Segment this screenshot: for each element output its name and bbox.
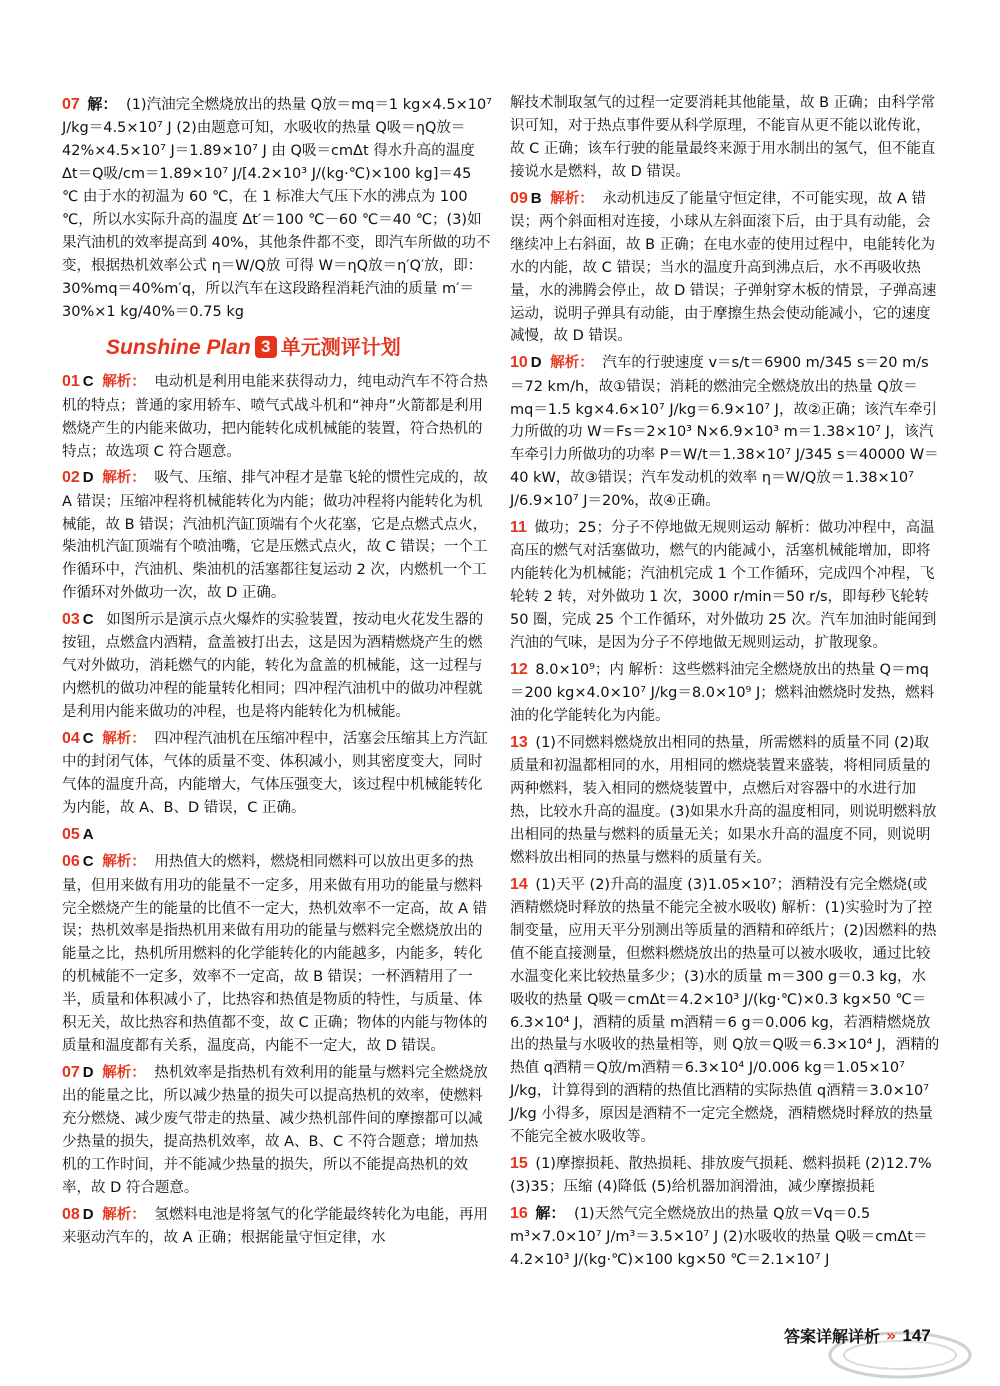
analysis-text: 用热值大的燃料，燃烧相同燃料可以放出更多的热量，但用来做有用功的能量不一定多，用来做有用功的能量与燃料完全燃烧产生的能量的比值不一定大，热机效率不一定高，故 A 错误；热机效率是指热机用来做有用功的能量与燃料完全燃烧放出的能量之比，热机所用燃料的化学能转化的内能越多，内能多，转化的机械能不一定多，效率不一定高，故 B 错误；一杯酒精用了一半，质量和体积减小了，比热容和热值是物质的特性，与质量、体积无关，故比热容和热值都不变，故 C 正确；物体的内能与物体的质量和温度都有关系，温度高，内能不一定大，故 D 错误。	[62, 854, 488, 1054]
analysis-tag: 解析：	[550, 355, 594, 372]
question-answer: D	[82, 469, 94, 487]
answer-text: (1)天平 (2)升高的温度 (3)1.05×10⁷；酒精没有完全燃烧(或酒精燃烧时释放的热量不能完全被水吸收) 解析：(1)实验时为了控制变量，应用天平分别测出等质量的酒精和碎纸片；(2)因燃料的热值不能直接测量，但燃料燃烧放出的热量可以被水吸收，通过比较水温变化来比较热量多少；(3)水的质量 m＝300 g＝0.3 kg，水吸收的热量 Q吸＝cmΔt＝4.2×10³ J/(kg·℃)×0.3 kg×50 ℃＝6.3×10⁴ J，酒精的质量 m酒精＝6 g＝0.006 kg，若酒精燃烧放出的热量与水吸收的热量相等，则 Q放＝Q吸＝6.3×10⁴ J，酒精的热值 q酒精＝Q放/m酒精＝6.3×10⁴ J/0.006 kg＝1.05×10⁷ J/kg，计算得到的酒精的热值比酒精的实际热值 q酒精＝3.0×10⁷ J/kg 小得多，原因是酒精不一定完全燃烧，酒精燃烧时释放的热量不能完全被水吸收等。	[510, 876, 940, 1146]
question-number: 12	[510, 660, 528, 678]
banner-unit-title: 单元测评计划	[280, 334, 401, 359]
analysis-tag: 解析：	[550, 190, 594, 207]
question-15	[510, 1151, 940, 1199]
page-number: 147	[902, 1325, 931, 1345]
question-answer: C	[82, 853, 94, 871]
question-number: 16	[510, 1205, 528, 1223]
question-number: 07	[62, 1063, 80, 1081]
question-number: 07	[62, 96, 80, 113]
question-answer: D	[82, 1063, 94, 1081]
question-answer: D	[82, 1205, 94, 1223]
question-16	[510, 1201, 940, 1272]
question-number: 02	[62, 469, 80, 487]
answer-text: 做功；25；分子不停地做无规则运动 解析：做功冲程中，高温高压的燃气对活塞做功，燃气的内能减小，活塞机械能增加，即将内能转化为机械能；汽油机完成 1 个工作循环，完成四个冲程，飞轮转 2 转，对外做功 1 次，3000 r/min＝50 r/s，即每秒飞轮转 50 圈，完成 25 个工作循环，对外做功 25 次。汽车加油时能闻到汽油的气味，是因为分子不停地做无规则运动，扩散现象。	[510, 520, 937, 651]
question-answer: C	[82, 730, 94, 748]
question-05	[62, 822, 492, 847]
question-answer: C	[82, 611, 94, 629]
question-09	[510, 186, 940, 349]
answer-label: 解：	[87, 96, 118, 113]
question-answer: D	[530, 354, 542, 372]
analysis-text: 热机效率是指热机有效利用的能量与燃料完全燃烧放出的能量之比，所以减少热量的损失可以提高热机的效率，使燃料充分燃烧、减少废气带走的热量、减少热机部件间的摩擦都可以减少热量的损失，提高热机效率，故 A、B、C 不符合题意；增加热机的工作时间，并不能减少热量的损失，所以不能提高热机的效率，故 D 符合题意。	[62, 1064, 488, 1196]
question-01	[62, 369, 492, 463]
analysis-tag: 解析：	[102, 1064, 146, 1081]
question-number: 04	[62, 730, 80, 748]
question-answer: A	[82, 826, 94, 844]
answer-text: (1)汽油完全燃烧放出的热量 Q放＝mq＝1 kg×4.5×10⁷ J/kg＝4.5×10⁷ J (2)由题意可知，水吸收的热量 Q吸＝ηQ放＝42%×4.5×10⁷ J＝1.89×10⁷ J 由 Q吸＝cmΔt 得水升高的温度 Δt＝Q吸/cm＝1.89×10⁷ J/[4.2×10³ J/(kg·℃)×100 kg]＝45 ℃ 由于水的初温为 60 ℃，在 1 标准大气压下水的沸点为 100 ℃，所以水实际升高的温度 Δt′＝100 ℃－60 ℃＝40 ℃；(3)如果汽油机的效率提高到 40%，其他条件都不变，即汽车所做的功不变，根据热机效率公式 η＝W/Q放 可得 W＝ηQ放＝η′Q′放，即：30%mq＝40%m′q，所以汽车在这段路程消耗汽油的质量 m′＝30%×1 kg/40%＝0.75 kg	[62, 97, 492, 320]
analysis-text: 四冲程汽油机在压缩冲程中，活塞会压缩其上方汽缸中的封闭气体，气体的质量不变、体积减小，则其密度变大，同时气体的温度升高，内能增大，气体压强变大，该过程中机械能转化为内能，故 A、B、D 错误，C 正确。	[62, 731, 488, 817]
right-column	[510, 92, 940, 1274]
analysis-text: 汽车的行驶速度 v＝s/t＝6900 m/345 s＝20 m/s＝72 km/h，故①错误；消耗的燃油完全燃烧放出的热量 Q放＝mq＝1.5 kg×4.6×10⁷ J/kg＝6.9×10⁷ J，故②正确；该汽车牵引力所做的功 W＝Fs＝2×10³ N×6.9×10³ m＝1.38×10⁷ J，该汽车牵引力所做功的功率 P＝W/t＝1.38×10⁷ J/345 s＝40000 W＝40 kW，故③错误；汽车发动机的效率 η＝W/Q放＝1.38×10⁷ J/6.9×10⁷ J＝20%，故④正确。	[510, 355, 939, 510]
analysis-text: 解技术制取氢气的过程一定要消耗其他能量，故 B 正确；由科学常识可知，对于热点事件要从科学原理，不能盲从更不能以讹传讹，故 C 正确；该车行驶的能量最终来源于用水制出的氢气，但不能直接说水是燃料，故 D 错误。	[510, 95, 936, 180]
answer-text: (1)摩擦损耗、散热损耗、排放废气损耗、燃料损耗 (2)12.7% (3)35；压缩 (4)降低 (5)给机器加润滑油，减少摩擦损耗	[510, 1155, 932, 1196]
page-footer	[784, 1324, 931, 1347]
answer-text: 8.0×10⁹；内 解析：这些燃料油完全燃烧放出的热量 Q＝mq＝200 kg×4.0×10⁷ J/kg＝8.0×10⁹ J；燃料油燃烧时发热，燃料油的化学能转化为内能。	[510, 661, 935, 724]
section-banner	[106, 333, 492, 361]
question-number: 13	[510, 733, 528, 751]
analysis-text: 吸气、压缩、排气冲程才是靠飞轮的惯性完成的，故 A 错误；压缩冲程将机械能转化为内能；做功冲程将内能转化为机械能，故 B 错误；汽油机汽缸顶端有个火花塞，它是点燃式点火，柴油机汽缸顶端有个喷油嘴，它是压燃式点火，故 C 错误；一个工作循环中，汽油机、柴油机的活塞都往复运动 2 次，内燃机一个工作循环对外做功一次，故 D 正确。	[62, 470, 488, 602]
question-06	[62, 849, 492, 1058]
analysis-tag: 解析：	[102, 854, 146, 871]
question-13	[510, 730, 940, 870]
answer-label: 解：	[535, 1205, 566, 1223]
analysis-text: 电动机是利用电能来获得动力，纯电动汽车不符合热机的特点；普通的家用轿车、喷气式战斗机和“神舟”火箭都是利用燃烧产生的内能来做功，把内能转化成机械能的装置，符合热机的特点；故选项 C 符合题意。	[62, 374, 488, 460]
question-number: 09	[510, 189, 528, 207]
question-11	[510, 515, 940, 655]
question-10	[510, 350, 940, 513]
question-number: 14	[510, 875, 528, 893]
question-number: 01	[62, 373, 80, 391]
question-number: 10	[510, 354, 528, 372]
analysis-tag: 解析：	[102, 374, 146, 391]
question-number: 11	[510, 519, 527, 537]
question-number: 03	[62, 611, 80, 629]
question-number: 08	[62, 1205, 80, 1223]
question-08	[62, 1202, 492, 1250]
analysis-tag: 解析：	[102, 470, 146, 487]
question-14	[510, 872, 940, 1149]
banner-badge: 3	[255, 336, 277, 358]
question-number: 06	[62, 853, 80, 871]
question-07	[62, 1060, 492, 1200]
question-12	[510, 657, 940, 728]
analysis-tag: 解析：	[102, 731, 146, 748]
question-number: 05	[62, 826, 80, 844]
question-number: 15	[510, 1154, 528, 1172]
question-02	[62, 465, 492, 605]
banner-plan-title: Sunshine Plan	[106, 335, 251, 359]
answer-text: (1)天然气完全燃烧放出的热量 Q放＝Vq＝0.5 m³×7.0×10⁷ J/m³＝3.5×10⁷ J (2)水吸收的热量 Q吸＝cmΔt＝4.2×10³ J/(kg·℃)×100 kg×50 ℃＝2.1×10⁷ J	[510, 1206, 928, 1269]
analysis-text: 永动机违反了能量守恒定律，不可能实现，故 A 错误；两个斜面相对连接，小球从左斜面滚下后，由于具有动能，会继续冲上右斜面，故 B 正确；在电水壶的使用过程中，电能转化为水的内能，故 C 错误；当水的温度升高到沸点后，水不再吸收热量，水的沸腾会停止，故 D 错误；子弹射穿木板的情景，子弹高速运动，说明子弹具有动能，由于摩擦生热会使动能减小，它的速度减慢，故 D 错误。	[510, 190, 937, 345]
analysis-text: 氢燃料电池是将氢气的化学能最终转化为电能，再用来驱动汽车的，故 A 正确；根据能量守恒定律，水	[62, 1206, 488, 1246]
question-answer: B	[530, 189, 542, 207]
analysis-text: 如图所示是演示点火爆炸的实验装置，按动电火花发生器的按钮，点燃盒内酒精，盒盖被打出去，这是因为酒精燃烧产生的燃气对外做功，消耗燃气的内能，转化为盒盖的机械能，这一过程与内燃机的做功冲程的能量转化相同；四冲程汽油机中的做功冲程就是利用内能来做功的冲程，也是将内能转化为机械能。	[62, 612, 484, 721]
left-column	[62, 92, 492, 1252]
answer-text: (1)不同燃料燃烧放出相同的热量，所需燃料的质量不同 (2)取质量和初温都相同的水，用相同的燃烧装置来盛装，将相同质量的两种燃料，装入相同的燃烧装置中，点燃后对容器中的水进行加热，比较水升高的温度。(3)如果水升高的温度相同，则说明燃料放出相同的热量与燃料的质量无关；如果水升高的温度不同，则说明燃料放出相同的热量与燃料的质量有关。	[510, 734, 937, 866]
question-answer: C	[82, 373, 94, 391]
footer-label: 答案详解详析	[784, 1327, 881, 1346]
question-04	[62, 726, 492, 820]
double-chevron-icon: »	[886, 1326, 897, 1345]
question-07-continued	[62, 92, 492, 323]
question-03	[62, 607, 492, 724]
question-08-continued	[510, 92, 940, 184]
analysis-tag: 解析：	[102, 1206, 146, 1223]
